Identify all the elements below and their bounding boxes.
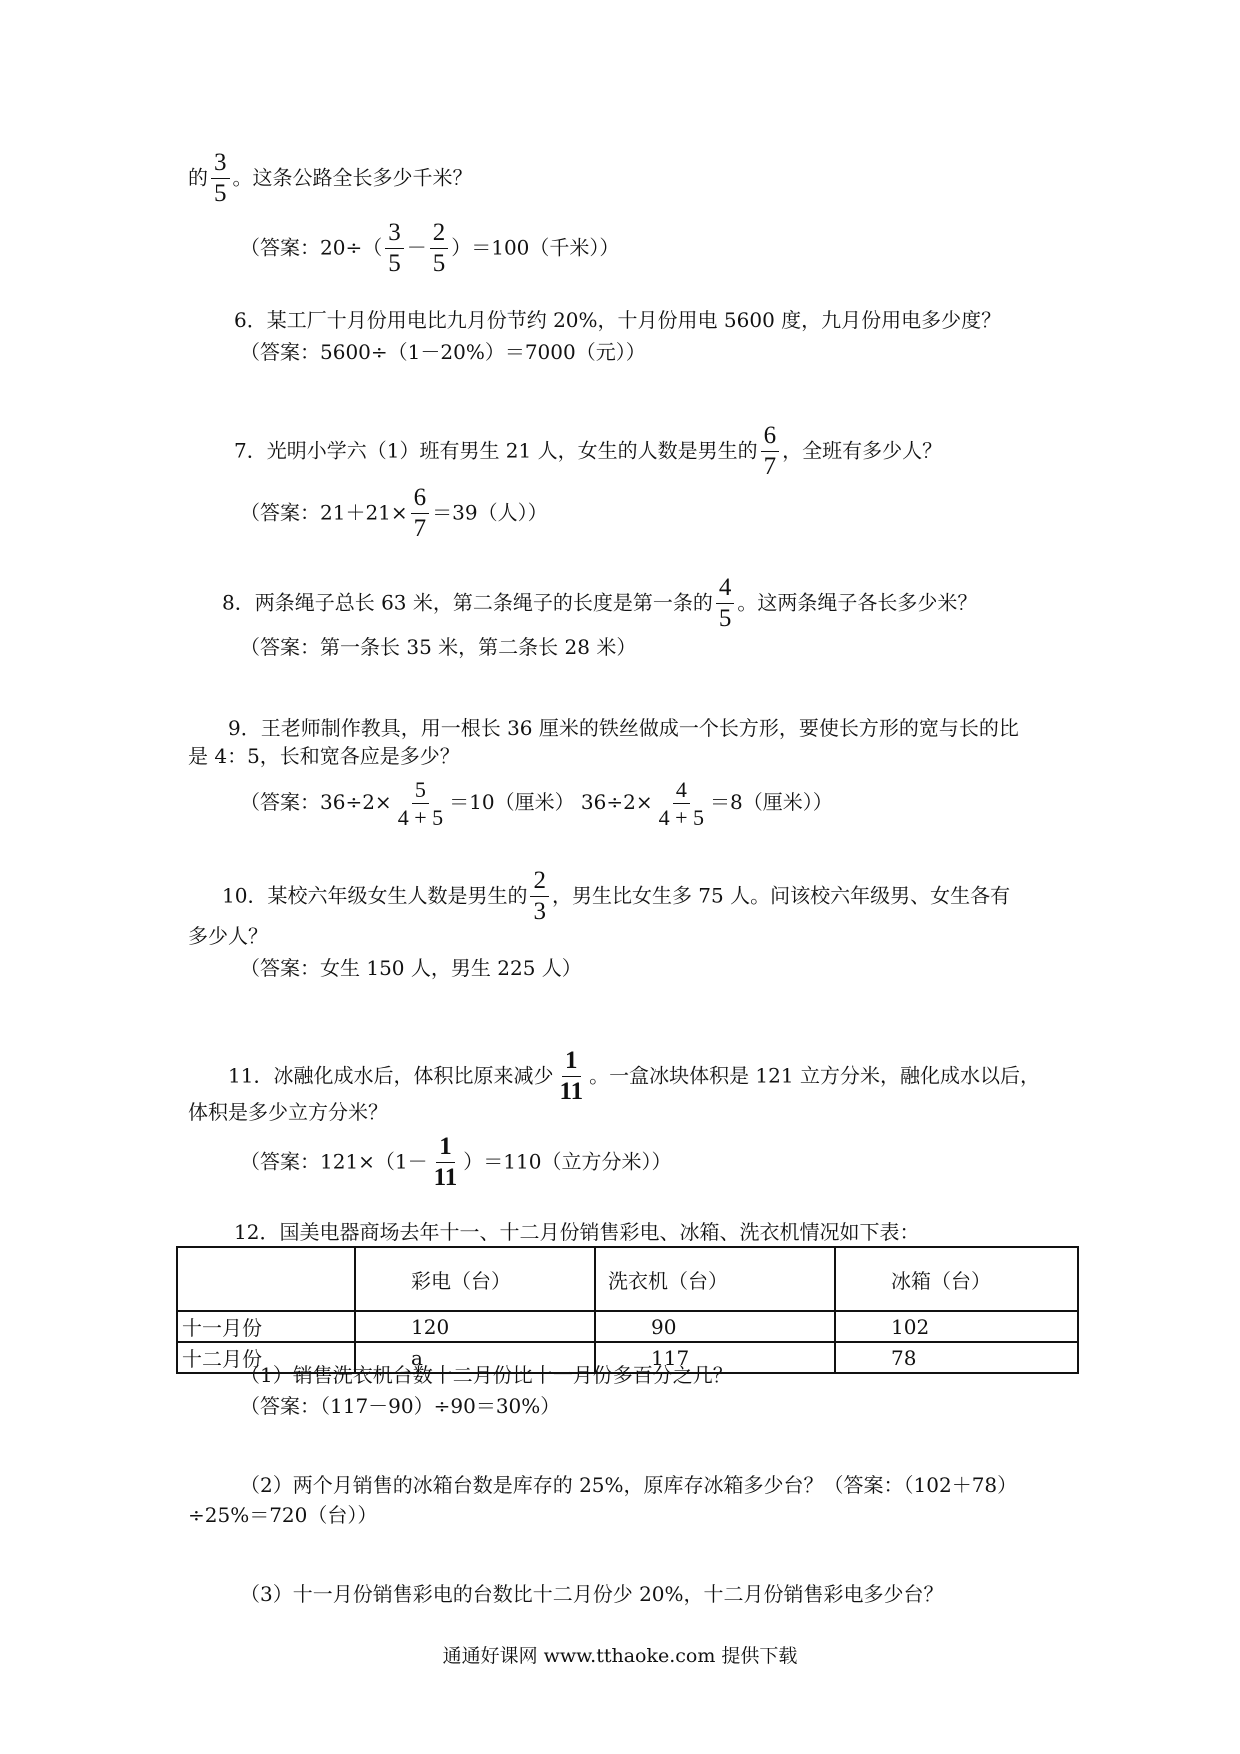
fraction: $\frac{2}{5}$ [430,220,449,278]
table-cell: 117 [595,1342,835,1373]
footer-text: 通通好课网 www.tthaoke.com 提供下载 [442,1645,798,1667]
table-cell: 90 [595,1311,835,1342]
table-header-cell: 洗衣机（台） [595,1247,835,1311]
sales-table [176,1246,1079,1374]
table-cell: 120 [355,1311,595,1342]
fraction: $\frac{1}{11}$ [433,1133,458,1192]
table-cell: 102 [835,1311,1078,1342]
q11-question-line2: 体积是多少立方分米？ [188,1100,388,1124]
q7-answer: （答案：21＋21× $\frac{6}{7}$ ＝39（人）） [240,484,548,543]
fraction: $\frac{3}{5}$ [211,150,230,208]
q7-question: 7．光明小学六（1）班有男生 21 人，女生的人数是男生的 $\frac{6}{7}$ ，全班有多少人？ [234,422,943,481]
q9-answer: （答案：36÷2× $\frac{5}{4 + 5}$ ＝10（厘米） 36÷2× $\frac{4}{4 + 5}$ ＝8（厘米）） [240,777,833,831]
q12-sub2-line2: ÷25%＝720（台）） [188,1503,378,1527]
q5-answer: （答案：20÷（ $\frac{3}{5}$ － $\frac{2}{5}$ ）＝100（千米）） [240,219,620,278]
q11-answer: （答案：121×（1－ $\frac{1}{11}$ ）＝110（立方分米）） [240,1133,672,1192]
table-header-cell: 彩电（台） [355,1247,595,1311]
fraction: $\frac{6}{7}$ [761,423,780,481]
q6-question: 6．某工厂十月份用电比九月份节约 20%，十月份用电 5600 度，九月份用电多少度？ [234,308,1002,332]
q9-question-line2: 是 4：5，长和宽各应是多少？ [188,744,460,768]
q5-line [188,150,473,208]
fraction: $\frac{3}{5}$ [385,220,404,278]
table-cell: 十一月份 [177,1311,355,1342]
table-cell: 78 [835,1342,1078,1373]
q12-question: 12．国美电器商场去年十一、十二月份销售彩电、冰箱、洗衣机情况如下表： [234,1220,920,1244]
table-cell: 十二月份 [177,1342,355,1373]
q10-answer: （答案：女生 150 人，男生 225 人） [240,956,582,980]
table-header-row [177,1247,1078,1311]
q8-answer: （答案：第一条长 35 米，第二条长 28 米） [240,635,637,659]
q5-suffix: 。这条公路全长多少千米？ [232,165,473,190]
q11-question: 11．冰融化成水后，体积比原来减少 $\frac{1}{11}$ 。一盒冰块体积是 121 立方分米，融化成水以后， [228,1047,1040,1106]
q12-sub2-line1: （2）两个月销售的冰箱台数是库存的 25%，原库存冰箱多少台？（答案：（102＋78） [240,1473,1018,1497]
q12-sub1: （1）销售洗衣机台数十二月份比十一月份多百分之几？ [240,1363,733,1387]
fraction: $\frac{2}{3}$ [530,868,549,926]
q5-prefix: 的 [188,165,208,190]
table-row [177,1311,1078,1342]
fraction: $\frac{4}{4 + 5}$ [658,777,705,831]
q8-question: 8．两条绳子总长 63 米，第二条绳子的长度是第一条的 $\frac{4}{5}$ 。这两条绳子各长多少米？ [222,574,978,633]
q12-sub3: （3）十一月份销售彩电的台数比十二月份少 20%，十二月份销售彩电多少台？ [240,1582,944,1606]
fraction: $\frac{6}{7}$ [411,485,430,543]
table-header-cell: 冰箱（台） [835,1247,1078,1311]
fraction: $\frac{5}{4 + 5}$ [397,777,444,831]
q10-question-line2: 多少人？ [188,924,268,948]
q12-sub1-answer: （答案：（117－90）÷90＝30%） [240,1394,561,1418]
fraction: $\frac{1}{11}$ [559,1047,584,1106]
fraction: $\frac{4}{5}$ [716,575,735,633]
table-cell: a [355,1342,595,1373]
table-header-cell [177,1247,355,1311]
q9-question-line1: 9．王老师制作教具，用一根长 36 厘米的铁丝做成一个长方形，要使长方形的宽与长的比 [228,716,1019,740]
q6-answer: （答案：5600÷（1－20%）＝7000（元）） [240,340,646,364]
q10-question: 10．某校六年级女生人数是男生的 $\frac{2}{3}$ ，男生比女生多 75 人。问该校六年级男、女生各有 [222,867,1011,926]
